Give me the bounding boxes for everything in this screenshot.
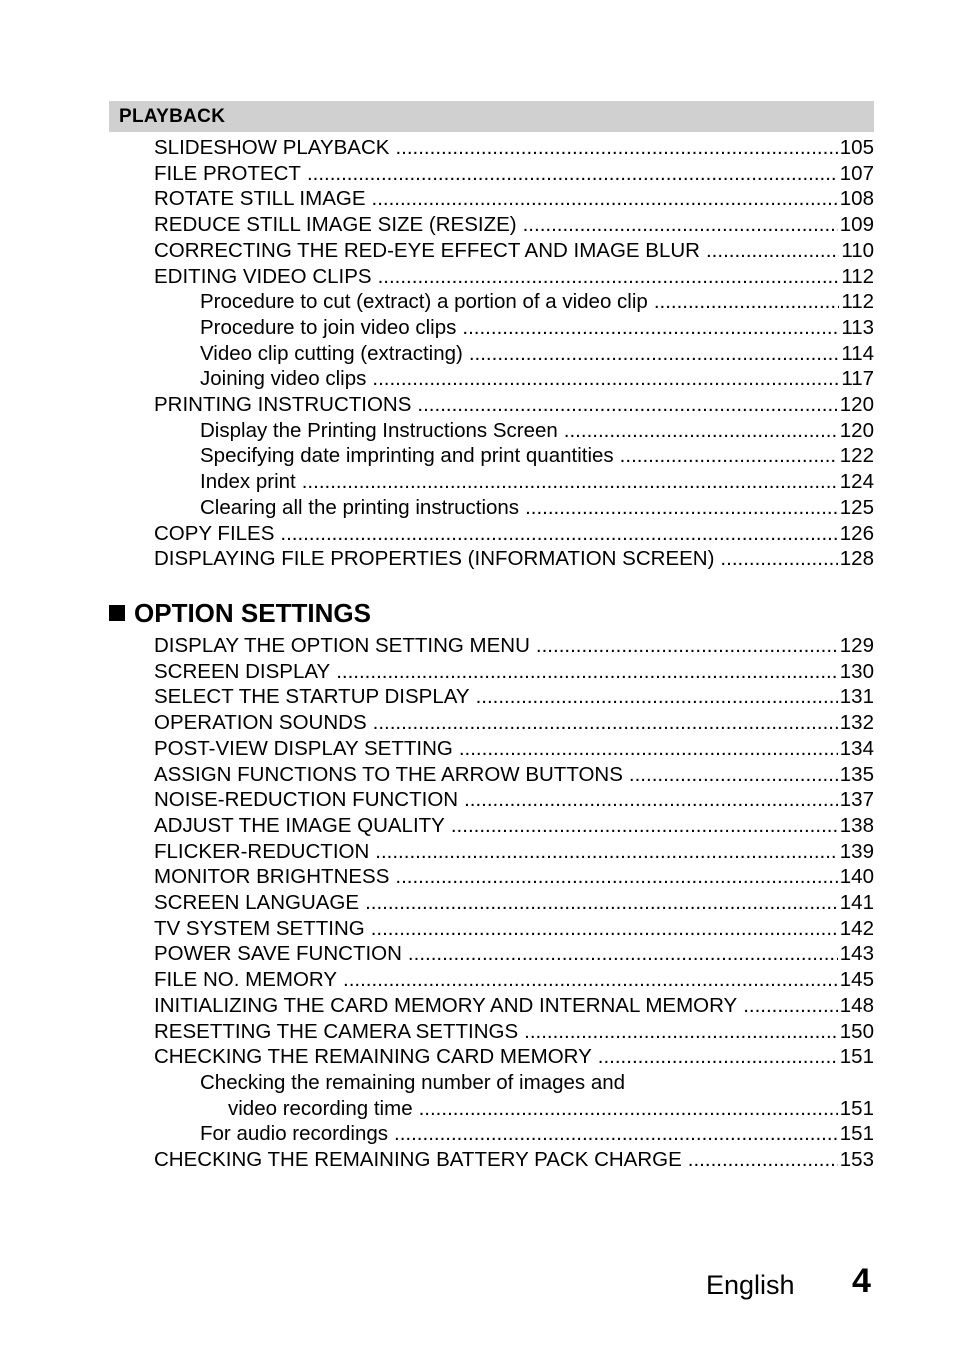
toc-entry <box>228 1097 874 1121</box>
toc-entry-title: PRINTING INSTRUCTIONS <box>154 393 412 416</box>
toc-entry-page: 150 <box>839 1019 874 1043</box>
toc-entry <box>200 419 874 443</box>
toc-entry-page: 124 <box>839 470 874 494</box>
footer-page-number: 4 <box>852 1262 871 1300</box>
toc-entry-page: 148 <box>839 993 874 1017</box>
toc-entry-page: 143 <box>839 942 874 966</box>
toc-entry <box>154 213 874 237</box>
toc-entry-page: 142 <box>839 916 874 940</box>
toc-entry-title: ASSIGN FUNCTIONS TO THE ARROW BUTTONS <box>154 762 623 786</box>
toc-entry <box>154 865 874 889</box>
toc-entry-page: 120 <box>839 393 874 416</box>
toc-entry-title: Joining video clips <box>200 367 367 391</box>
footer-language: English <box>706 1270 795 1300</box>
toc-entry-title: COPY FILES <box>154 521 275 545</box>
toc-entry-title: MONITOR BRIGHTNESS <box>154 865 390 889</box>
dot-leader <box>743 994 838 1018</box>
toc-entry <box>200 1122 874 1146</box>
dot-leader <box>343 968 838 992</box>
toc-entry <box>154 660 874 684</box>
toc-entry-page: 107 <box>839 161 874 185</box>
toc-entry-title: SELECT THE STARTUP DISPLAY <box>154 685 470 709</box>
dot-leader <box>371 917 838 941</box>
dot-leader <box>462 316 839 340</box>
toc-entry-title: ROTATE STILL IMAGE <box>154 187 366 211</box>
toc-entry <box>154 711 874 735</box>
dot-leader <box>564 419 838 443</box>
toc-entry <box>154 994 874 1018</box>
dot-leader <box>372 187 838 211</box>
toc-entry-title: SLIDESHOW PLAYBACK <box>154 136 390 159</box>
toc-entry <box>200 470 874 494</box>
toc-entry-title: POWER SAVE FUNCTION <box>154 942 402 966</box>
toc-entry-page: 112 <box>841 290 874 314</box>
toc-entry <box>154 1045 874 1069</box>
toc-entry-title: Specifying date imprinting and print quantities <box>200 444 614 468</box>
toc-entry-page: 137 <box>839 788 874 812</box>
toc-entry-page: 130 <box>839 659 874 683</box>
dot-leader <box>654 290 840 314</box>
dot-leader <box>469 342 839 366</box>
dot-leader <box>419 1097 838 1121</box>
toc-entry-page: 153 <box>839 1148 874 1171</box>
toc-entry <box>200 290 874 314</box>
toc-entry <box>154 814 874 838</box>
toc-entry <box>154 547 874 571</box>
toc-entry-page: 105 <box>839 136 874 159</box>
dot-leader <box>536 634 838 658</box>
toc-entry-page: 108 <box>839 187 874 211</box>
toc-entry <box>200 496 874 520</box>
dot-leader <box>720 547 837 571</box>
toc-entry-title: FLICKER-REDUCTION <box>154 839 370 863</box>
toc-entry-page: 135 <box>839 762 874 786</box>
toc-entry-title: Index print <box>200 470 296 494</box>
toc-entry-title: For audio recordings <box>200 1122 389 1146</box>
toc-entry <box>154 763 874 787</box>
toc-entry-page: 128 <box>839 547 874 571</box>
toc-entry-title: video recording time <box>228 1096 413 1120</box>
toc-entry-title: POST-VIEW DISPLAY SETTING <box>154 736 453 760</box>
toc-entry-page: 113 <box>841 315 874 339</box>
toc-entry <box>154 917 874 941</box>
toc-entry-title: Video clip cutting (extracting) <box>200 341 463 365</box>
toc-entry-title: NOISE-REDUCTION FUNCTION <box>154 788 459 812</box>
dot-leader <box>524 1020 838 1044</box>
toc-entry-title: CHECKING THE REMAINING CARD MEMORY <box>154 1045 592 1069</box>
toc-entry-page: 129 <box>839 634 874 657</box>
toc-entry-page: 114 <box>841 341 874 365</box>
dot-leader <box>372 367 839 391</box>
option-settings-heading <box>109 598 371 629</box>
toc-entry <box>200 316 874 340</box>
toc-entry-title: RESETTING THE CAMERA SETTINGS <box>154 1019 519 1043</box>
toc-entry <box>154 265 874 289</box>
toc-entry-title: OPERATION SOUNDS <box>154 711 367 735</box>
toc-entry <box>154 1020 874 1044</box>
dot-leader <box>523 213 838 237</box>
toc-entry-page: 140 <box>839 865 874 889</box>
toc-entry-title: CORRECTING THE RED-EYE EFFECT AND IMAGE BLUR <box>154 238 700 262</box>
toc-entry <box>154 968 874 992</box>
playback-section-label: PLAYBACK <box>119 106 226 127</box>
toc-entry <box>154 239 874 263</box>
toc-entry-page: 126 <box>839 521 874 545</box>
toc-entry-page: 134 <box>839 736 874 760</box>
toc-entry <box>154 187 874 211</box>
toc-entry-page: 122 <box>839 444 874 468</box>
toc-entry <box>200 444 874 468</box>
dot-leader <box>280 522 837 546</box>
black-square-icon <box>109 605 125 621</box>
toc-entry-title: Procedure to cut (extract) a portion of a video clip <box>200 290 648 314</box>
toc-entry-title: Checking the remaining number of images and <box>200 1070 626 1094</box>
toc-entry-page: 151 <box>839 1122 874 1146</box>
toc-entry-page: 141 <box>839 891 874 914</box>
dot-leader <box>302 470 838 494</box>
toc-entry <box>154 162 874 186</box>
toc-entry-page: 110 <box>841 238 874 262</box>
toc-entry-title: FILE NO. MEMORY <box>154 968 338 992</box>
toc-entry-title: Procedure to join video clips <box>200 315 457 339</box>
toc-entry-title: SCREEN DISPLAY <box>154 659 331 683</box>
toc-entry <box>154 942 874 966</box>
toc-entry-page: 125 <box>839 495 874 519</box>
toc-entry-title: INITIALIZING THE CARD MEMORY AND INTERNAL MEMORY <box>154 993 738 1017</box>
toc-entry-page: 139 <box>839 839 874 863</box>
toc-entry <box>154 891 874 915</box>
toc-entry <box>200 367 874 391</box>
toc-entry <box>154 737 874 761</box>
toc-entry-title: FILE PROTECT <box>154 161 301 185</box>
toc-entry-page: 132 <box>839 711 874 735</box>
toc-entry-title: ADJUST THE IMAGE QUALITY <box>154 813 445 837</box>
toc-entry <box>154 1148 874 1172</box>
toc-entry-page: 131 <box>839 685 874 709</box>
toc-entry <box>154 522 874 546</box>
toc-entry <box>154 393 874 417</box>
dot-leader <box>307 162 838 186</box>
dot-leader <box>394 1122 838 1146</box>
toc-entry-title: Display the Printing Instructions Screen <box>200 418 558 442</box>
toc-entry-page: 109 <box>839 213 874 237</box>
dot-leader <box>417 393 837 417</box>
option-settings-label: OPTION SETTINGS <box>134 598 371 628</box>
dot-leader <box>336 660 838 684</box>
dot-leader <box>375 840 838 864</box>
toc-entry-page: 145 <box>839 968 874 992</box>
dot-leader <box>476 685 838 709</box>
toc-entry <box>154 840 874 864</box>
toc-entry-page: 120 <box>839 418 874 442</box>
toc-entry-page: 151 <box>839 1096 874 1120</box>
dot-leader <box>373 711 838 735</box>
dot-leader <box>688 1148 838 1172</box>
toc-entry-page: 151 <box>839 1045 874 1069</box>
toc-entry <box>154 136 874 160</box>
toc-entry-title: EDITING VIDEO CLIPS <box>154 264 372 288</box>
toc-entry-title: CHECKING THE REMAINING BATTERY PACK CHARGE <box>154 1148 682 1171</box>
toc-entry <box>154 685 874 709</box>
dot-leader <box>451 814 838 838</box>
playback-section-band <box>109 101 874 132</box>
dot-leader <box>620 444 838 468</box>
toc-entry-page: 138 <box>839 813 874 837</box>
dot-leader <box>395 865 837 889</box>
dot-leader <box>408 942 838 966</box>
dot-leader <box>365 891 838 915</box>
dot-leader <box>598 1045 838 1069</box>
toc-entry-page: 117 <box>841 367 874 391</box>
toc-entry <box>200 342 874 366</box>
toc-entry-title: DISPLAY THE OPTION SETTING MENU <box>154 634 530 657</box>
dot-leader <box>629 763 838 787</box>
toc-entry-title: DISPLAYING FILE PROPERTIES (INFORMATION SCREEN) <box>154 547 715 571</box>
dot-leader <box>706 239 839 263</box>
toc-entry-title: SCREEN LANGUAGE <box>154 891 360 914</box>
toc-entry <box>154 634 874 658</box>
toc-entry-page: 112 <box>841 264 874 288</box>
toc-entry-title: TV SYSTEM SETTING <box>154 916 365 940</box>
toc-entry-title: REDUCE STILL IMAGE SIZE (RESIZE) <box>154 213 517 237</box>
dot-leader <box>525 496 838 520</box>
dot-leader <box>378 265 840 289</box>
toc-entry-title: Clearing all the printing instructions <box>200 495 520 519</box>
dot-leader <box>459 737 838 761</box>
dot-leader <box>395 136 837 160</box>
dot-leader <box>464 788 838 812</box>
toc-entry <box>154 788 874 812</box>
